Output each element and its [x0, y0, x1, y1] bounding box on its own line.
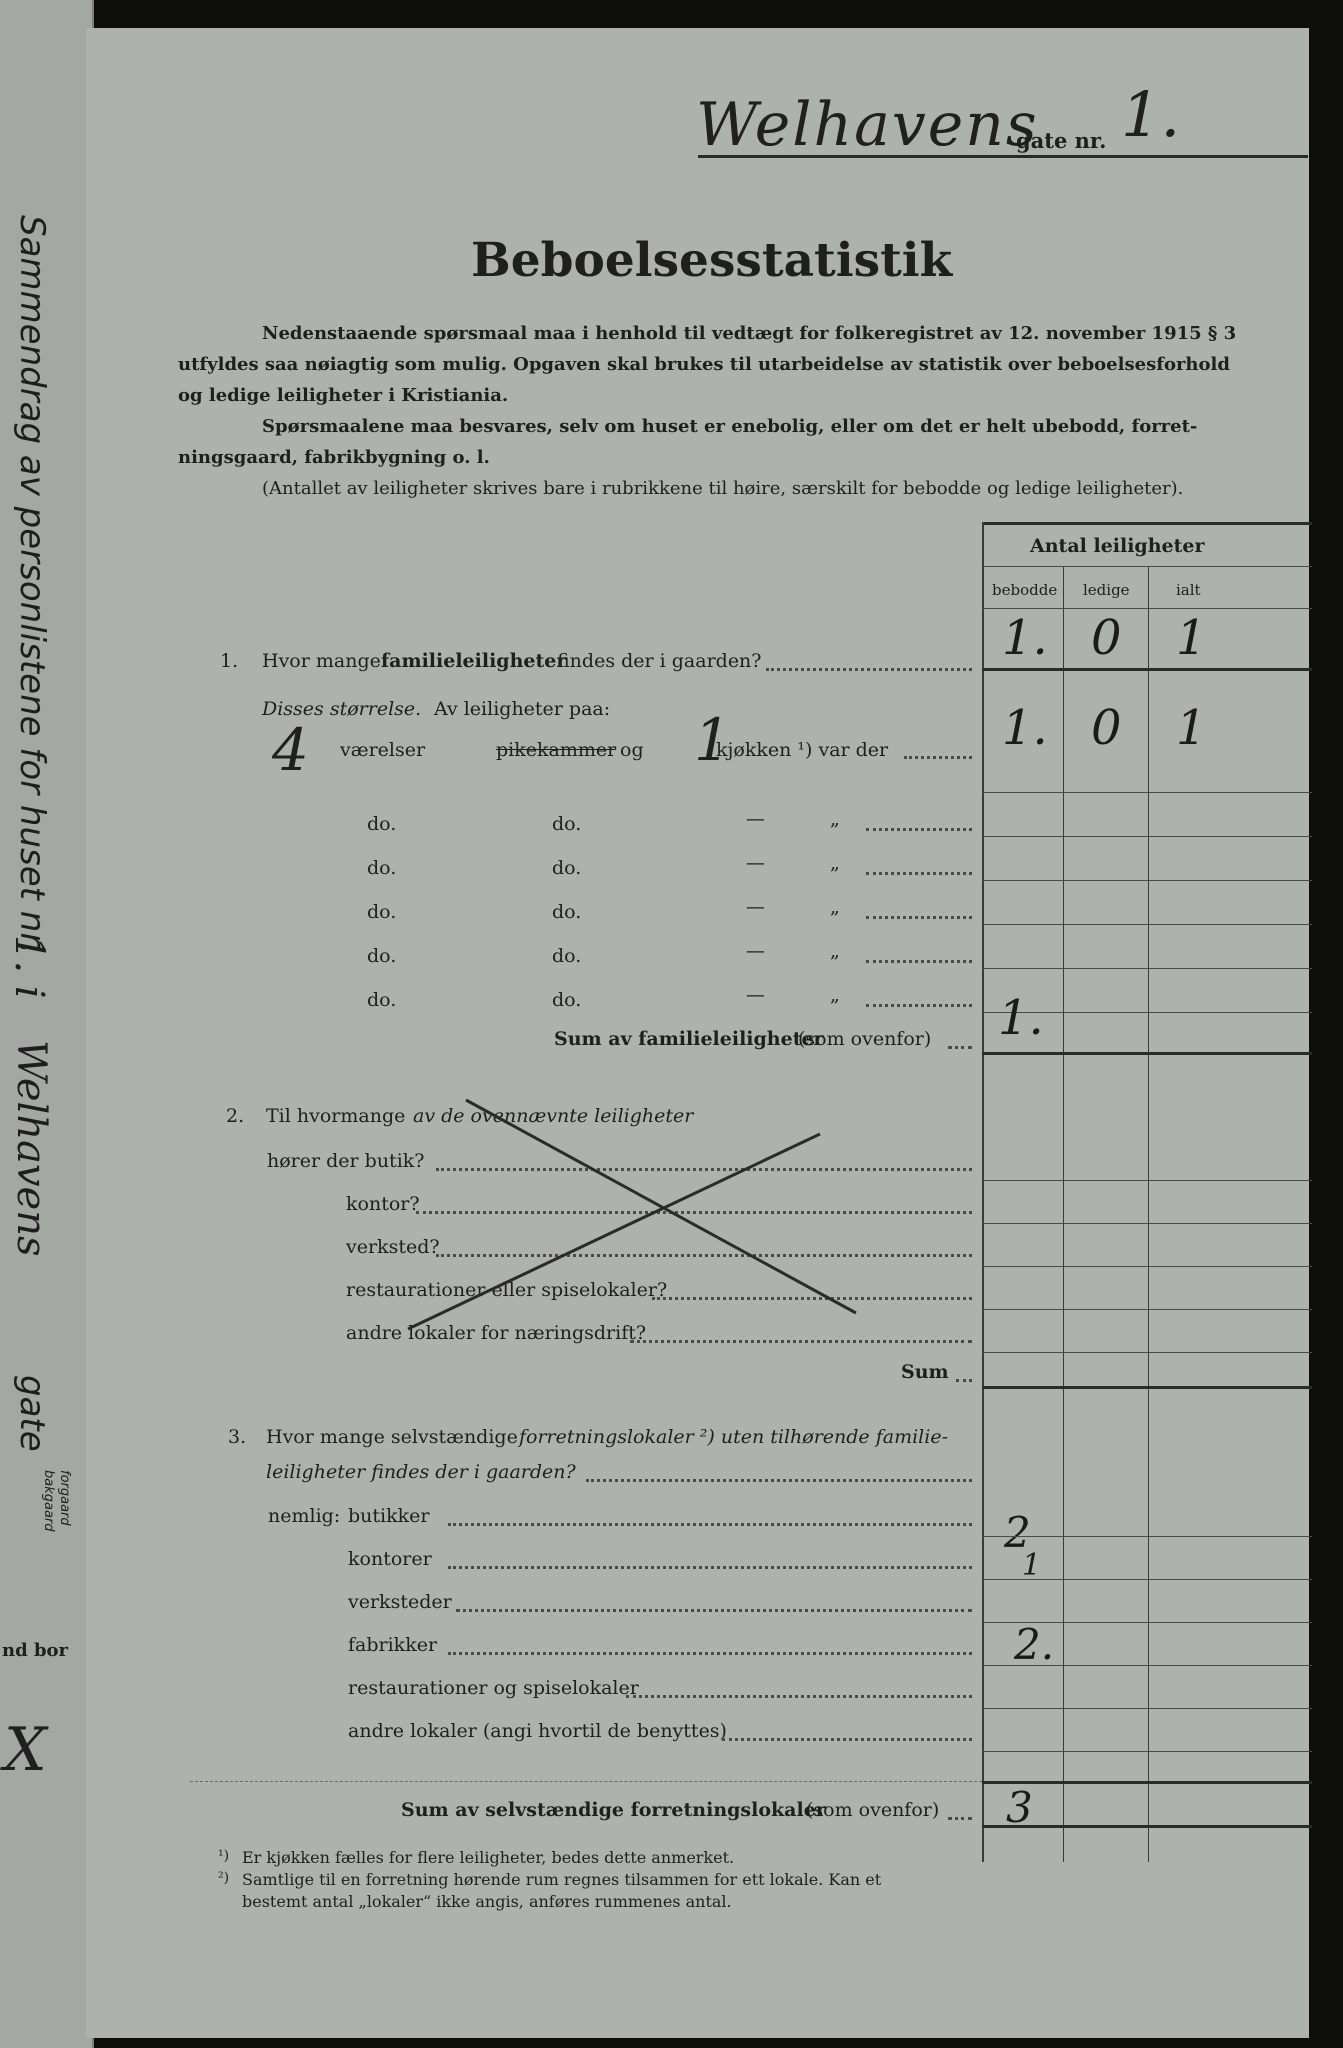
q3-dots-1 [448, 1523, 972, 1526]
side-and-bor: nd bor [2, 1640, 69, 1661]
footnote-2-mark: ²) [218, 1870, 230, 1886]
do-row-3-dash: — [746, 896, 765, 918]
intro-line-1: Nedenstaaende spørsmaal maa i henhold til vedtægt for folkeregistret av 12. november 1915 § 3 [262, 323, 1237, 344]
q3-italic-1: forretningslokaler ²) uten tilhørende familie- [519, 1426, 948, 1448]
col-bebodde: bebodde [992, 581, 1058, 599]
q3-butikker-answer: 2 [1004, 1508, 1031, 1557]
do-row-5-quote: „ [830, 984, 840, 1006]
q3-prefix: Hvor mange selvstændige [266, 1426, 518, 1448]
q2-item-restaurationer: restaurationer eller spiselokaler? [346, 1279, 668, 1301]
q3-item-fabrikker: fabrikker [348, 1634, 438, 1656]
do-row-1-dash: — [746, 808, 765, 830]
gate-nr-label: gate nr. [1016, 128, 1107, 153]
q1-size-ledige: 0 [1091, 700, 1122, 756]
intro-line-4: Spørsmaalene maa besvares, selv om huset er enebolig, eller om det er helt ubebodd, forret- [262, 416, 1198, 437]
q3-rule-4 [982, 1665, 1312, 1666]
cross-line-2 [408, 1134, 820, 1329]
do-row-2-b: do. [552, 857, 582, 879]
footnote-1-mark: ¹) [218, 1848, 230, 1864]
do-row-3-b: do. [552, 901, 582, 923]
table-title: Antal leiligheter [1030, 535, 1205, 557]
q1-sum-bold: Sum av familieleiligheter [554, 1028, 824, 1050]
do-row-2-dash: — [746, 852, 765, 874]
q3-dots-6 [722, 1738, 972, 1741]
q3-rule-6 [982, 1751, 1312, 1752]
do-row-4-quote: „ [830, 940, 840, 962]
q3-item-kontorer: kontorer [348, 1548, 432, 1570]
do-row-3-quote: „ [830, 896, 840, 918]
q1-bebodde: 1. [1002, 610, 1048, 666]
q3-fabrikker-answer: 2. [1014, 1620, 1055, 1669]
q1-sum-rest: (som ovenfor) [798, 1028, 932, 1050]
side-gate: gate [12, 1375, 52, 1452]
q2-item-verksted: verksted? [346, 1236, 440, 1258]
form-page [86, 28, 1309, 2038]
q3-dots-head [586, 1479, 972, 1482]
side-hand-number: 1. i [6, 935, 52, 999]
page-title: Beboelsesstatistik [471, 233, 953, 288]
col-ialt: ialt [1176, 581, 1201, 599]
q2-italic: av de ovennævnte leiligheter [413, 1105, 694, 1127]
q3-rule-5 [982, 1708, 1312, 1709]
q3-nemlig: nemlig: [268, 1505, 341, 1527]
intro-line-2: utfyldes saa nøiagtig som mulig. Opgaven skal brukes til utarbeidelse av statistik over beboelsesforhold [178, 354, 1230, 375]
intro-line-3: og ledige leiligheter i Kristiania. [178, 385, 509, 406]
q1-ledige: 0 [1091, 610, 1122, 666]
q1-ialt: 1 [1176, 610, 1207, 666]
q3-rule-2 [982, 1579, 1312, 1580]
do-row-1-b: do. [552, 813, 582, 835]
side-hand-street: Welhavens [8, 1040, 54, 1257]
q3-sum-bottom-rule [982, 1825, 1312, 1828]
do-row-4-b: do. [552, 945, 582, 967]
q2-number: 2. [226, 1105, 245, 1127]
q3-sum-answer: 3 [1006, 1783, 1033, 1832]
q1-kjokken: kjøkken ¹) var der [716, 739, 889, 761]
q3-item-butikker: butikker [348, 1505, 430, 1527]
q2-item-butik: hører der butik? [267, 1150, 425, 1172]
q3-item-restaurationer: restaurationer og spiselokaler [348, 1677, 639, 1699]
q3-dots-3 [456, 1609, 972, 1612]
q1-size-bebodde: 1. [1002, 700, 1048, 756]
left-strip [0, 0, 94, 2048]
do-row-1-a: do. [367, 813, 397, 835]
do-row-5-b: do. [552, 989, 582, 1011]
q3-number: 3. [228, 1426, 247, 1448]
do-row-3-a: do. [367, 901, 397, 923]
q3-item-verksteder: verksteder [348, 1591, 452, 1613]
q1-size-ialt: 1 [1176, 700, 1207, 756]
q1-prefix: Hvor mange [262, 650, 381, 672]
q2-sum: Sum [901, 1361, 949, 1383]
q3-separator [190, 1781, 982, 1782]
do-row-5-dash: — [746, 984, 765, 1006]
q1-og: og [620, 739, 644, 761]
intro-line-6: (Antallet av leiligheter skrives bare i rubrikkene til høire, særskilt for bebodde og ledige leiligheter). [262, 478, 1184, 499]
q1-vaerelser: værelser [340, 739, 426, 761]
q2-item-kontor: kontor? [346, 1193, 420, 1215]
q2-prefix: Til hvormange [266, 1105, 406, 1127]
q1-suffix: findes der i gaarden? [557, 650, 762, 672]
intro-line-5: ningsgaard, fabrikbygning o. l. [178, 447, 490, 468]
col-ledige: ledige [1083, 581, 1130, 599]
do-row-1-quote: „ [830, 808, 840, 830]
side-forgaard: forgaard [57, 1470, 72, 1526]
q3-item-andre: andre lokaler (angi hvortil de benyttes) [348, 1720, 727, 1742]
footnote-1: Er kjøkken fælles for flere leiligheter, bedes dette anmerket. [242, 1848, 735, 1867]
q3-rule-1 [982, 1536, 1312, 1537]
q1-kitchen-hand: 1 [694, 706, 731, 774]
q1-rooms-hand: 4 [272, 716, 309, 784]
footnote-2b: bestemt antal „lokaler“ ikke angis, anføres rummenes antal. [242, 1892, 732, 1911]
q3-sum-bold: Sum av selvstændige forretningslokaler [401, 1799, 826, 1821]
side-vertical-text: Sammendrag av personlistene for huset nr. [12, 215, 52, 954]
do-row-4-dash: — [746, 940, 765, 962]
q3-sum-rest: (som ovenfor) [806, 1799, 940, 1821]
side-bakgaard: bakgaard [41, 1470, 56, 1532]
q1-sum-answer: 1. [998, 990, 1044, 1046]
do-row-2-quote: „ [830, 852, 840, 874]
footnote-2a: Samtlige til en forretning hørende rum regnes tilsammen for ett lokale. Kan et [242, 1870, 882, 1889]
q1-av-label: Av leiligheter paa: [434, 698, 611, 720]
house-number-hand: 1. [1121, 78, 1181, 151]
cross-line-1 [466, 1100, 856, 1313]
q3-dots-2 [448, 1566, 972, 1569]
do-row-5-a: do. [367, 989, 397, 1011]
q3-sum-dots [948, 1817, 972, 1820]
q3-italic-2: leiligheter findes der i gaarden? [266, 1461, 576, 1483]
do-row-4-a: do. [367, 945, 397, 967]
q1-number: 1. [220, 650, 239, 672]
q3-dots-4 [448, 1652, 972, 1655]
q3-dots-5 [626, 1695, 972, 1698]
q3-rule-3 [982, 1622, 1312, 1623]
street-name-hand: Welhavens [696, 90, 1039, 160]
q2-item-andre: andre lokaler for næringsdrift? [346, 1322, 647, 1344]
do-row-2-a: do. [367, 857, 397, 879]
side-bottom-mark: X [4, 1715, 47, 1785]
q3-kontorer-answer: 1 [1022, 1548, 1042, 1583]
q1-pikekammer: pikekammer [496, 739, 617, 761]
q1-bold: familieleiligheter [381, 650, 567, 672]
q1-sizes-label: Disses størrelse. [262, 698, 422, 720]
